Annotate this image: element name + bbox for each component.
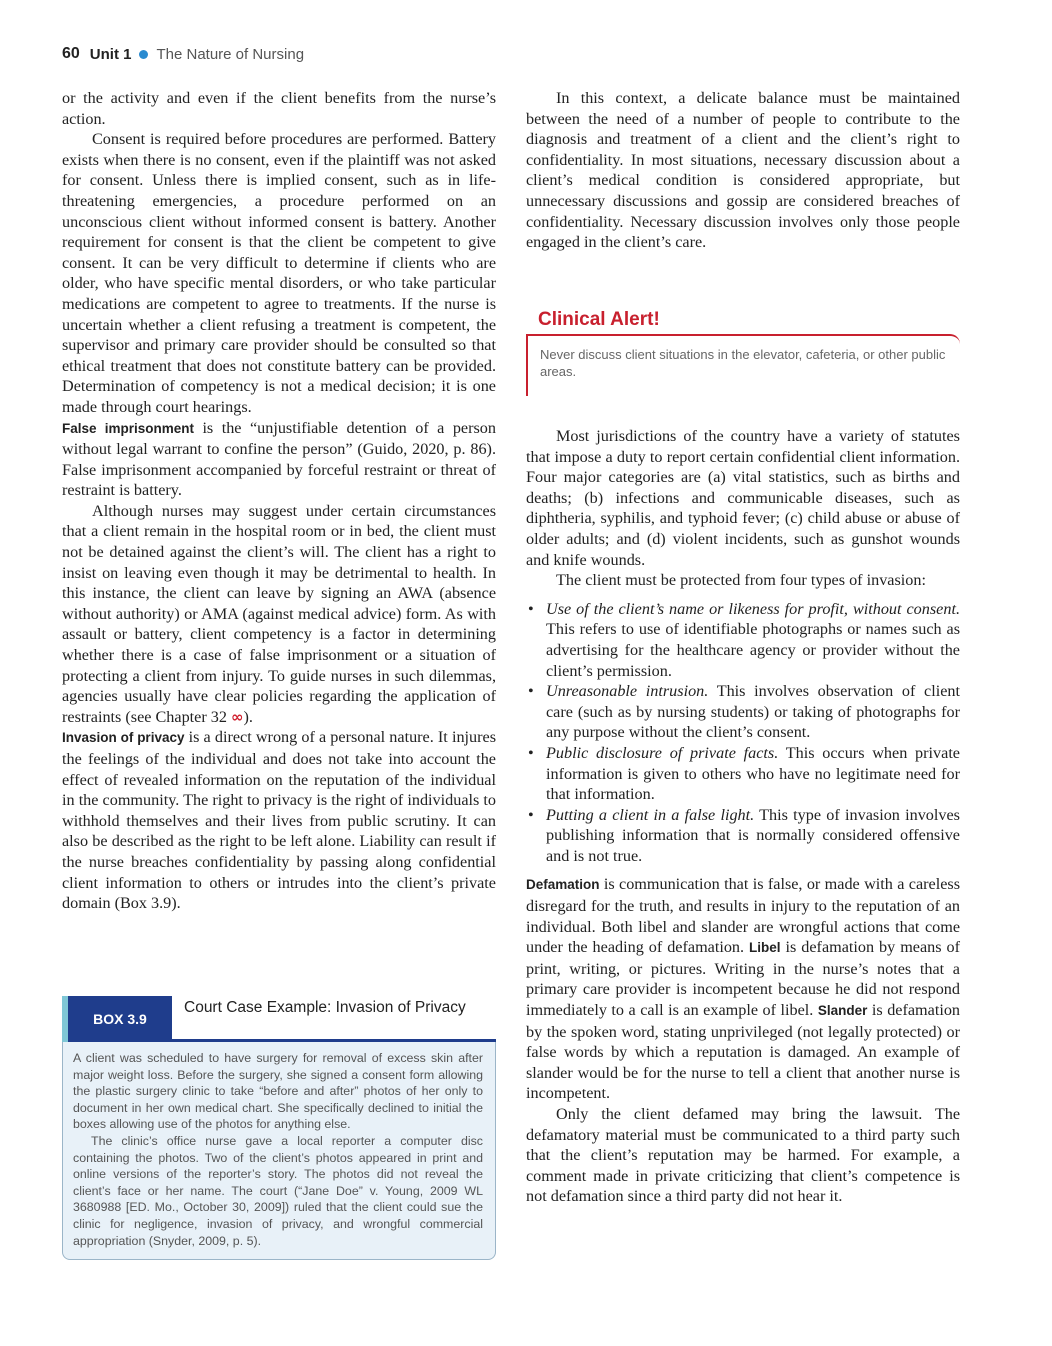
bullet-icon: • — [528, 599, 534, 618]
right-column-lower — [526, 426, 960, 1207]
unit-title: The Nature of Nursing — [156, 45, 305, 63]
paragraph: Most jurisdictions of the country have a variety of statutes that impose a duty to report certain confidential client information. Four major categories are (a) vital statistics, such as births and deaths; (b) infections and communicable diseases, such as diphtheria, syphilis, and typhoid fever; (c) child abuse or abuse of older adults; and (d) violent incidents, such as gunshot wounds and knife wounds. — [526, 427, 960, 569]
paragraph: Consent is required before procedures are performed. Battery exists when there is no consent, even if the plaintiff was not asked for consent. Unless there is implied consent, such as in life-threatening emergencies, a procedure performed on an unconscious client without informed consent is battery. Another requirement for consent is that the client be competent to give consent. It can be very difficult to determine if clients who are older, who have specific mental disorders, or who take particular medications are competent to agree to treatments. If the nurse is uncertain whether a client refusing a treatment is competent, the supervisor and primary care provider should be consulted so that ethical treatment that does not constitute battery can be provided. Determination of competency is not a medical decision; it is one made through court hearings. — [62, 130, 496, 416]
invasion-types-list — [526, 599, 960, 867]
paragraph: Defamation is communication that is false, or made with a careless disregard for the truth, and results in injury to the reputation of an individual. Both libel and slander are wrongful actions that come under the heading of defamation. Libel is defamation by means of print, writing, or pictures. Writing in the nurse’s notes that a primary care provider is incompetent because he did not respond immediately to a call is an example of libel. Slander is defamation by the spoken word, stating unprivileged (not legally protected) or false words by which a reputation is damaged. An example of slander would be for the nurse to tell a client that another nurse is incompetent. — [526, 875, 961, 1103]
term-libel: Libel — [749, 940, 781, 956]
list-item: • Use of the client’s name or likeness for profit, without consent. This refers to use of identifiable photographs or names such as advertising for the healthcare agency or provider without the client’s permission. — [528, 599, 960, 680]
page-number: 60 — [62, 45, 80, 62]
list-item: • Unreasonable intrusion. This involves observation of client care (such as by nursing students) or taking of photographs for any purpose without the client’s consent. — [528, 682, 960, 742]
right-column — [526, 88, 960, 253]
box-3-9 — [62, 996, 496, 1260]
box-body — [62, 1042, 496, 1260]
header-dot-icon — [139, 50, 148, 59]
term-false-imprisonment: False imprisonment — [62, 420, 194, 436]
term-defamation: Defamation — [526, 877, 600, 893]
box-title: Court Case Example: Invasion of Privacy — [172, 996, 496, 1042]
list-item: • Public disclosure of private facts. This occurs when private information is given to others who have no legitimate need for that information. — [528, 743, 960, 804]
box-paragraph: A client was scheduled to have surgery for removal of excess skin after major weight loss. Before the surgery, she signed a consent form allowing the plastic surgery clinic to take “before and after” photos of her only to document in her own medical chart. She specifically declined to initial the boxes allowing use of the photos for anything else. — [73, 1051, 483, 1132]
infinity-link-icon[interactable]: ∞ — [231, 707, 244, 726]
clinical-alert — [526, 308, 960, 396]
term-slander: Slander — [817, 1003, 868, 1019]
box-paragraph: The clinic’s office nurse gave a local reporter a computer disc containing the photos. Two of the client’s photos appeared in print and online versions of the reporter’s story. The photos did not reveal the client’s face or her name. The court (“Jane Doe” v. Young, 2009 WL 3680988 [ED. Mo., October 30, 2009]) ruled that the client could sue the clinic for negligence, invasion of privacy, and wrongful commercial appropriation (Snyder, 2009, p. 5). — [73, 1133, 483, 1248]
box-label: BOX 3.9 — [62, 996, 172, 1042]
box-header — [62, 996, 496, 1042]
paragraph: or the activity and even if the client benefits from the nurse’s action. — [62, 89, 496, 128]
paragraph: In this context, a delicate balance must be maintained between the need of a number of people to contribute to the diagnosis and treatment of a client and the client’s right to confidentiality. In most situations, necessary discussion about a client’s medical condition is considered appropriate, but unnecessary discussions and gossip are considered breaches of confidentiality. Necessary discussion involves only those people engaged in the client’s care. — [526, 89, 960, 252]
unit-label: Unit 1 — [89, 45, 132, 63]
left-column — [62, 88, 496, 914]
alert-title: Clinical Alert! — [538, 309, 660, 330]
paragraph: Only the client defamed may bring the lawsuit. The defamatory material must be communicated to a third party such that the client’s reputation may be harmed. For example, a comment made in private criticizing that client’s competence is not defamation since a third party did not hear it. — [526, 1105, 960, 1206]
bullet-icon: • — [528, 805, 534, 824]
paragraph: False imprisonment is the “unjustifiable detention of a person without legal warrant to confine the person” (Guido, 2020, p. 86). False imprisonment accompanied by forceful restraint or threat of restraint is battery. — [62, 418, 496, 500]
bullet-icon: • — [528, 743, 534, 762]
term-invasion-of-privacy: Invasion of privacy — [62, 730, 185, 746]
paragraph: The client must be protected from four types of invasion: — [556, 571, 926, 590]
alert-frame — [526, 334, 960, 396]
paragraph: Invasion of privacy is a direct wrong of a personal nature. It injures the feelings of the individual and does not take into account the effect of revealed information on the reputation of the individual in the community. The right to privacy is the right of individuals to withhold themselves and their lives from public scrutiny. It can also be described as the right to be left alone. Liability can result if the nurse breaches confidentiality by passing along confidential client information to others or intrudes into the client’s private domain (Box 3.9). — [62, 728, 497, 913]
paragraph: Although nurses may suggest under certain circumstances that a client remain in the hospital room or in bed, the client must not be detained against the client’s will. The client has a right to insist on leaving even though it may be detrimental to health. In this instance, the client can leave by signing an AWA (absence without authority) or AMA (against medical advice) form. As with assault or battery, client competency is a factor in determining whether there is a case of false imprisonment or a situation of protecting a client from injury. To guide nurses in such dilemmas, agencies usually have clear policies regarding the application of restraints (see Chapter 32 ∞). — [62, 501, 496, 726]
bullet-icon: • — [528, 682, 534, 701]
alert-text: Never discuss client situations in the elevator, cafeteria, or other public areas. — [540, 347, 946, 379]
running-header — [62, 42, 304, 66]
list-item: • Putting a client in a false light. This type of invasion involves publishing information that is normally considered offensive and is not true. — [528, 805, 960, 865]
